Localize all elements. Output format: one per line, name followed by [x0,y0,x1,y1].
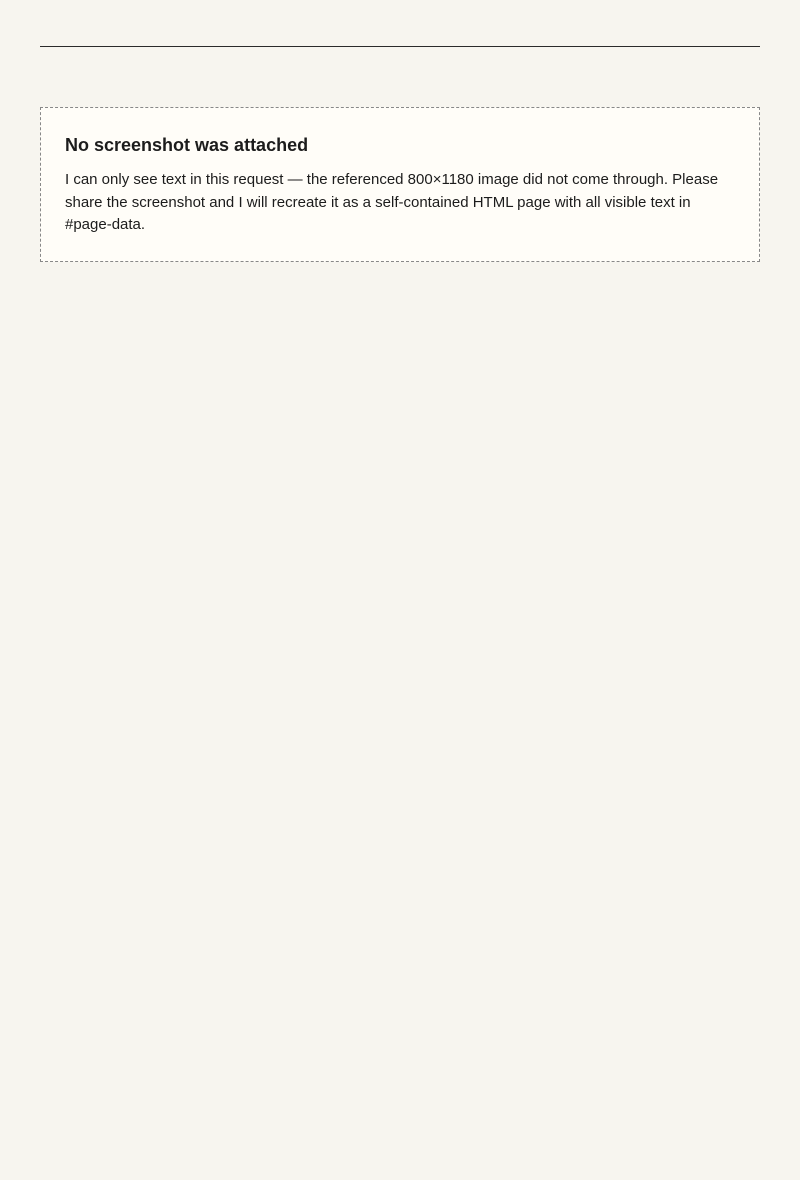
missing-image-notice [40,107,760,262]
notice-title: No screenshot was attached [65,135,309,155]
notice-body: I can only see text in this request — the referenced 800×1180 image did not come through. Please share the screenshot and I will recreate it as a self-contained HTML page with all visible text in #page-data. [65,171,719,233]
running-header [40,40,760,47]
